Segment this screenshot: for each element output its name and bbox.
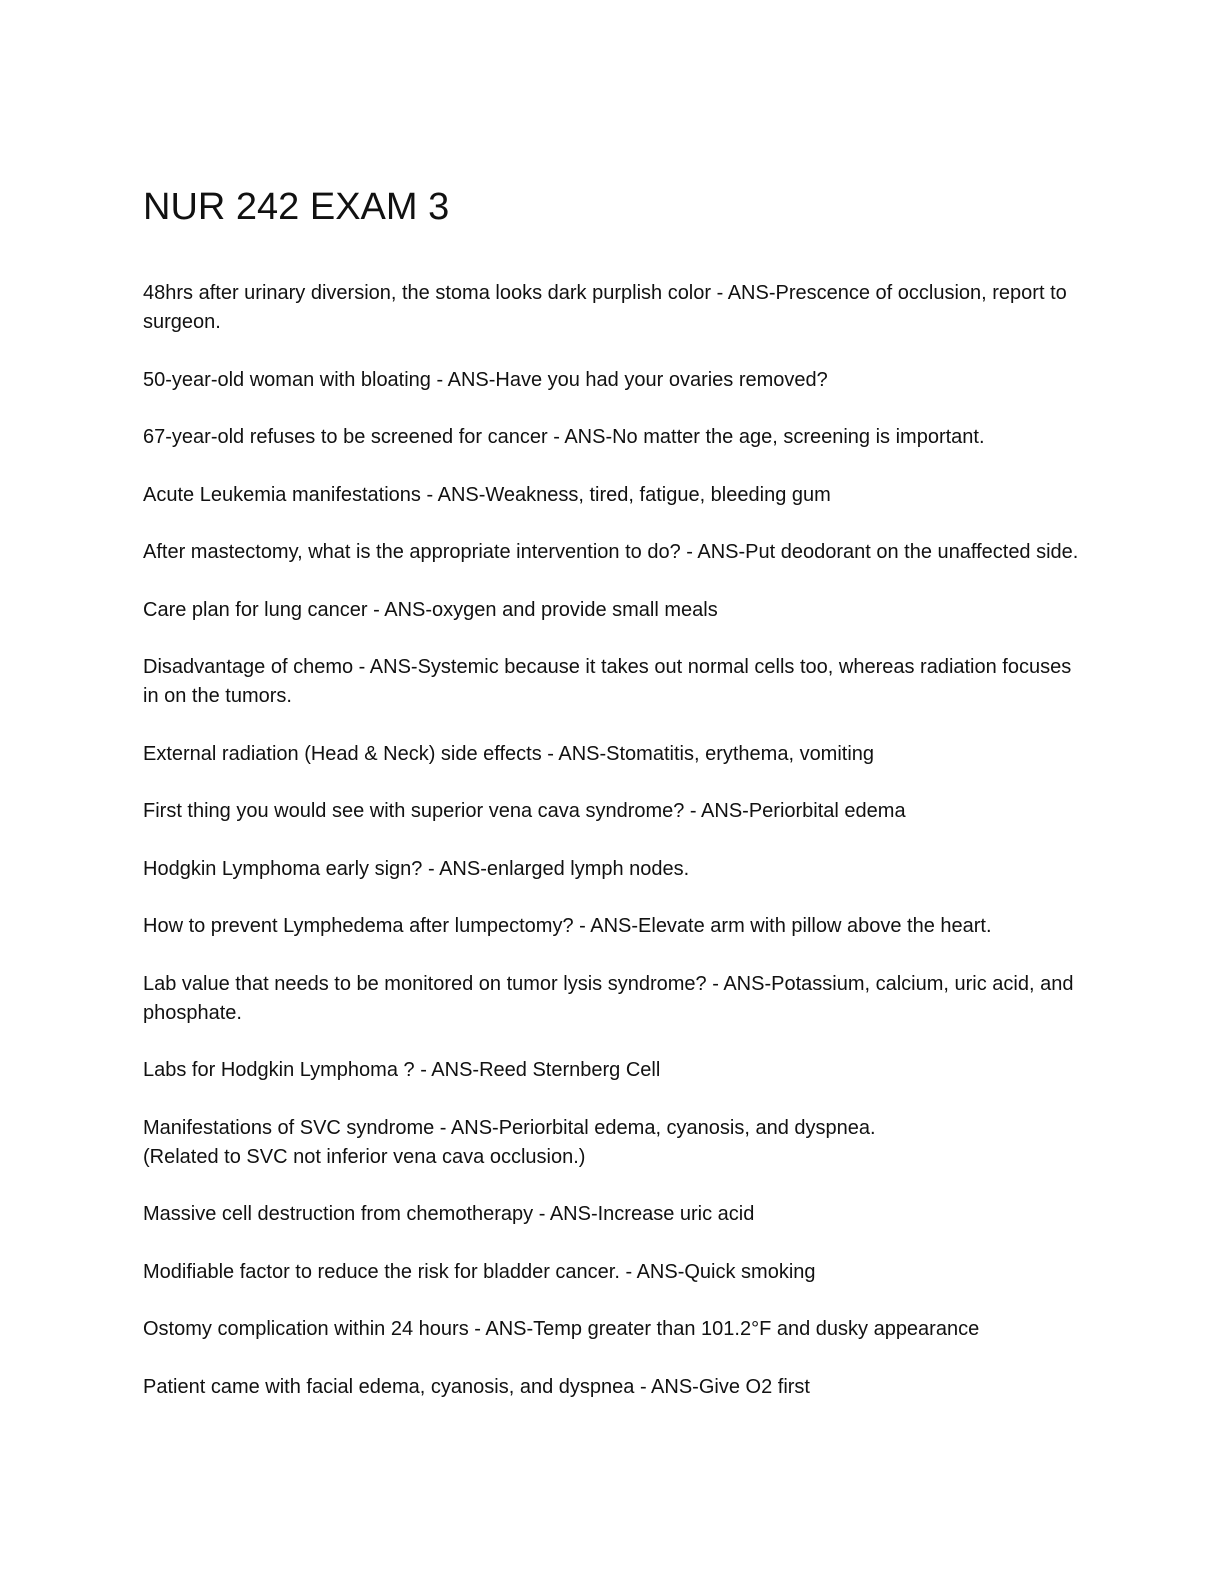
qa-entry: Manifestations of SVC syndrome - ANS-Periorbital edema, cyanosis, and dyspnea. (Related to SVC not inferior vena cava occlusion.): [143, 1116, 876, 1168]
qa-entry: Ostomy complication within 24 hours - ANS-Temp greater than 101.2°F and dusky appearance: [143, 1318, 980, 1340]
qa-entry: Labs for Hodgkin Lymphoma ? - ANS-Reed Sternberg Cell: [143, 1059, 661, 1081]
qa-entry: Acute Leukemia manifestations - ANS-Weakness, tired, fatigue, bleeding gum: [143, 483, 831, 506]
qa-entry: Lab value that needs to be monitored on tumor lysis syndrome? - ANS-Potassium, calcium, uric acid, and phosphate.: [143, 972, 1080, 1024]
qa-entry: Modifiable factor to reduce the risk for bladder cancer. - ANS-Quick smoking: [143, 1260, 816, 1283]
qa-entry: Disadvantage of chemo - ANS-Systemic because it takes out normal cells too, whereas radiation focuses in on the tumors.: [143, 656, 1077, 707]
qa-entry: Massive cell destruction from chemotherapy - ANS-Increase uric acid: [143, 1203, 755, 1225]
qa-entry: Hodgkin Lymphoma early sign? - ANS-enlarged lymph nodes.: [143, 857, 690, 880]
qa-entry: 48hrs after urinary diversion, the stoma looks dark purplish color - ANS-Prescence of occlusion, report to surgeon.: [143, 282, 1073, 333]
qa-entry: After mastectomy, what is the appropriate intervention to do? - ANS-Put deodorant on the unaffected side.: [143, 541, 1079, 563]
qa-entry: 50-year-old woman with bloating - ANS-Have you had your ovaries removed?: [143, 368, 828, 391]
qa-entry: External radiation (Head & Neck) side effects - ANS-Stomatitis, erythema, vomiting: [143, 742, 875, 765]
qa-entry: Care plan for lung cancer - ANS-oxygen and provide small meals: [143, 598, 718, 621]
document-title: NUR 242 EXAM 3: [143, 186, 450, 228]
qa-entry: How to prevent Lymphedema after lumpectomy? - ANS-Elevate arm with pillow above the heart.: [143, 915, 992, 937]
qa-entry: 67-year-old refuses to be screened for cancer - ANS-No matter the age, screening is important.: [143, 426, 985, 448]
qa-entry: First thing you would see with superior vena cava syndrome? - ANS-Periorbital edema: [143, 800, 906, 822]
document-page: [143, 185, 1083, 1430]
qa-entry: Patient came with facial edema, cyanosis, and dyspnea - ANS-Give O2 first: [143, 1375, 810, 1398]
